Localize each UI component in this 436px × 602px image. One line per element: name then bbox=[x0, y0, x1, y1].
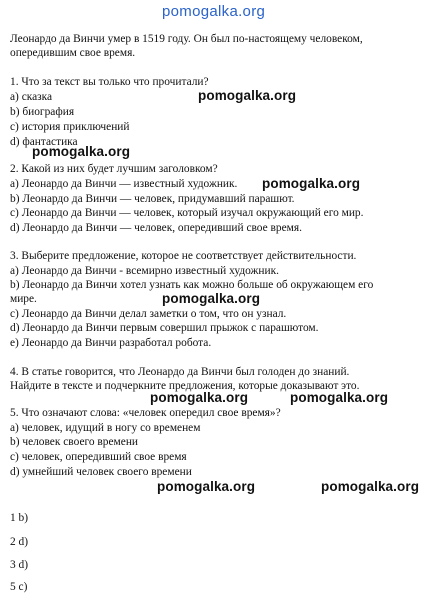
q1-option-a: a) сказка bbox=[10, 91, 53, 103]
watermark: pomogalka.org bbox=[162, 291, 261, 306]
q3-option-b-cont: мире. bbox=[10, 293, 37, 305]
question-1: 1. Что за текст вы только что прочитали? bbox=[10, 76, 209, 88]
question-5: 5. Что означают слова: «человек опередил свое время»? bbox=[10, 407, 281, 419]
answer-3: 3 d) bbox=[10, 559, 29, 571]
intro-line-1: Леонардо да Винчи умер в 1519 году. Он был по-настоящему человеком, bbox=[10, 33, 363, 45]
q1-option-b: b) биография bbox=[10, 106, 75, 118]
watermark: pomogalka.org bbox=[198, 88, 297, 103]
q1-option-c: c) история приключений bbox=[10, 121, 130, 133]
q2-option-d: d) Леонардо да Винчи — человек, опередивший свое время. bbox=[10, 222, 302, 234]
q1-option-d: d) фантастика bbox=[10, 136, 78, 148]
watermark: pomogalka.org bbox=[32, 144, 131, 159]
q2-option-a: a) Леонардо да Винчи — известный художник. bbox=[10, 178, 238, 190]
answer-1: 1 b) bbox=[10, 512, 29, 524]
watermark: pomogalka.org bbox=[321, 479, 420, 494]
q5-option-b: b) человек своего времени bbox=[10, 436, 139, 448]
question-2: 2. Какой из них будет лучшим заголовком? bbox=[10, 163, 218, 175]
question-4-line-2: Найдите в тексте и подчеркните предложения, которые доказывают это. bbox=[10, 380, 360, 392]
q3-option-e: e) Леонардо да Винчи разработал робота. bbox=[10, 337, 212, 349]
watermark: pomogalka.org bbox=[150, 390, 249, 405]
watermark: pomogalka.org bbox=[157, 479, 256, 494]
watermark: pomogalka.org bbox=[290, 390, 389, 405]
watermark: pomogalka.org bbox=[262, 176, 361, 191]
q3-option-c: c) Леонардо да Винчи делал заметки о том, что он узнал. bbox=[10, 308, 287, 320]
q3-option-a: a) Леонардо да Винчи - всемирно известный художник. bbox=[10, 265, 279, 277]
q3-option-b: b) Леонардо да Винчи хотел узнать как можно больше об окружающем его bbox=[10, 279, 374, 291]
q5-option-c: c) человек, опередивший свое время bbox=[10, 451, 187, 463]
answer-5: 5 c) bbox=[10, 581, 28, 593]
q2-option-c: c) Леонардо да Винчи — человек, который изучал окружающий его мир. bbox=[10, 207, 364, 219]
q3-option-d: d) Леонардо да Винчи первым совершил прыжок с парашютом. bbox=[10, 322, 319, 334]
q2-option-b: b) Леонардо да Винчи — человек, придумавший парашют. bbox=[10, 193, 295, 205]
answer-2: 2 d) bbox=[10, 536, 29, 548]
q5-option-a: a) человек, идущий в ногу со временем bbox=[10, 422, 201, 434]
watermark-top: pomogalka.org bbox=[162, 3, 266, 20]
question-4-line-1: 4. В статье говорится, что Леонардо да Винчи был голоден до знаний. bbox=[10, 366, 350, 378]
question-3: 3. Выберите предложение, которое не соответствует действительности. bbox=[10, 250, 357, 262]
intro-line-2: опередившим свое время. bbox=[10, 47, 136, 59]
q5-option-d: d) умнейший человек своего времени bbox=[10, 466, 192, 478]
